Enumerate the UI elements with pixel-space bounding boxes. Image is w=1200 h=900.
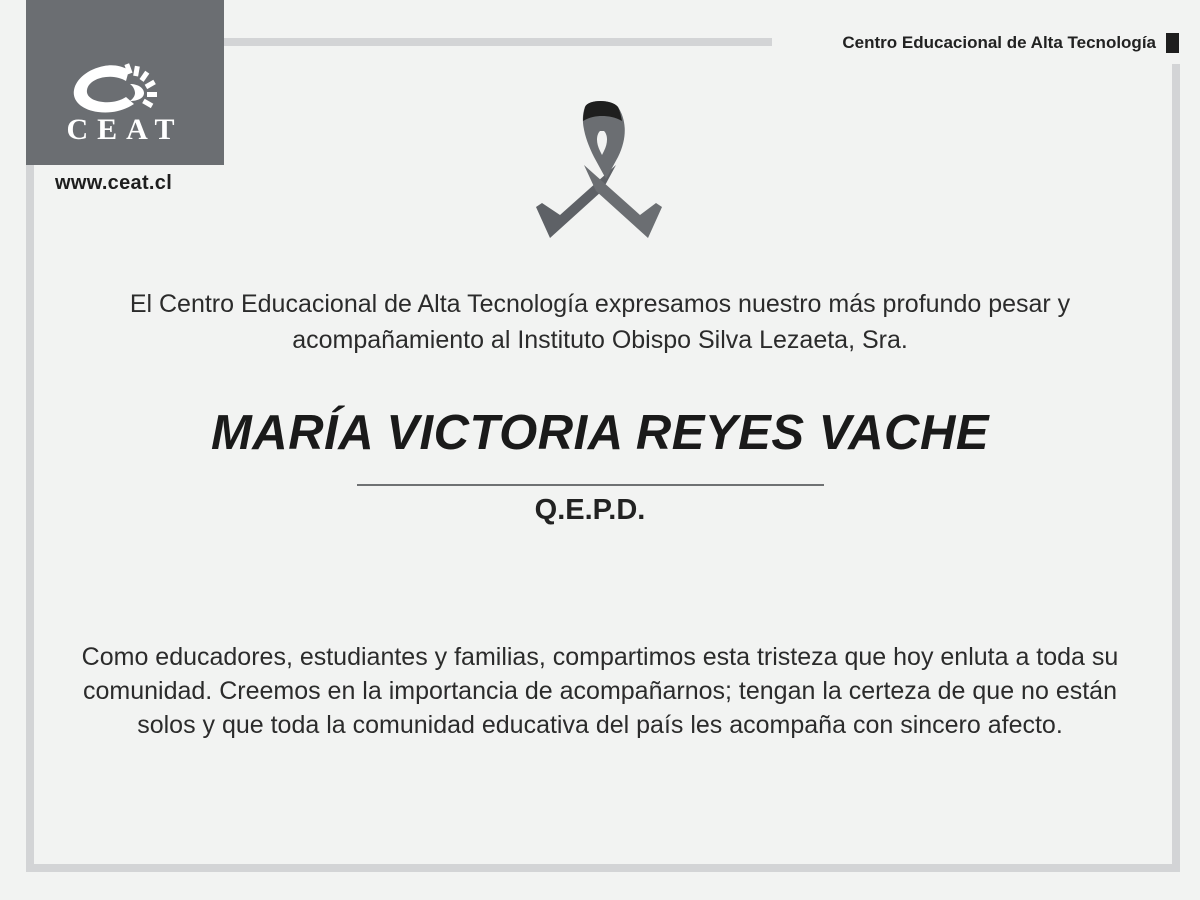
ceat-gear-logo-icon (26, 0, 224, 165)
rip-abbreviation: Q.E.P.D. (534, 494, 646, 526)
logo-text: CEAT (66, 113, 184, 146)
header-title: Centro Educacional de Alta Tecnología (842, 33, 1156, 52)
ceat-logo (26, 0, 224, 165)
intro-paragraph: El Centro Educacional de Alta Tecnología expresamos nuestro más profundo pesar y acompañamiento al Instituto Obispo Silva Lezaeta, Sra. (129, 290, 1071, 354)
website-url: www.ceat.cl (55, 172, 173, 194)
frame-bottom-bar (26, 864, 1180, 872)
frame-top-bar (224, 38, 772, 46)
header-marker (1166, 33, 1179, 53)
mourning-ribbon-icon (530, 95, 670, 248)
frame-right-bar (1172, 64, 1180, 872)
name-divider (357, 484, 824, 486)
closing-paragraph: Como educadores, estudiantes y familias, compartimos esta tristeza que hoy enluta a toda su comunidad. Creemos en la importancia de acompañarnos; tengan la certeza de que no están solos y que toda la comunidad educativa del país les acompaña con sincero afecto. (81, 643, 1119, 739)
deceased-name: MARÍA VICTORIA REYES VACHE (210, 406, 990, 460)
